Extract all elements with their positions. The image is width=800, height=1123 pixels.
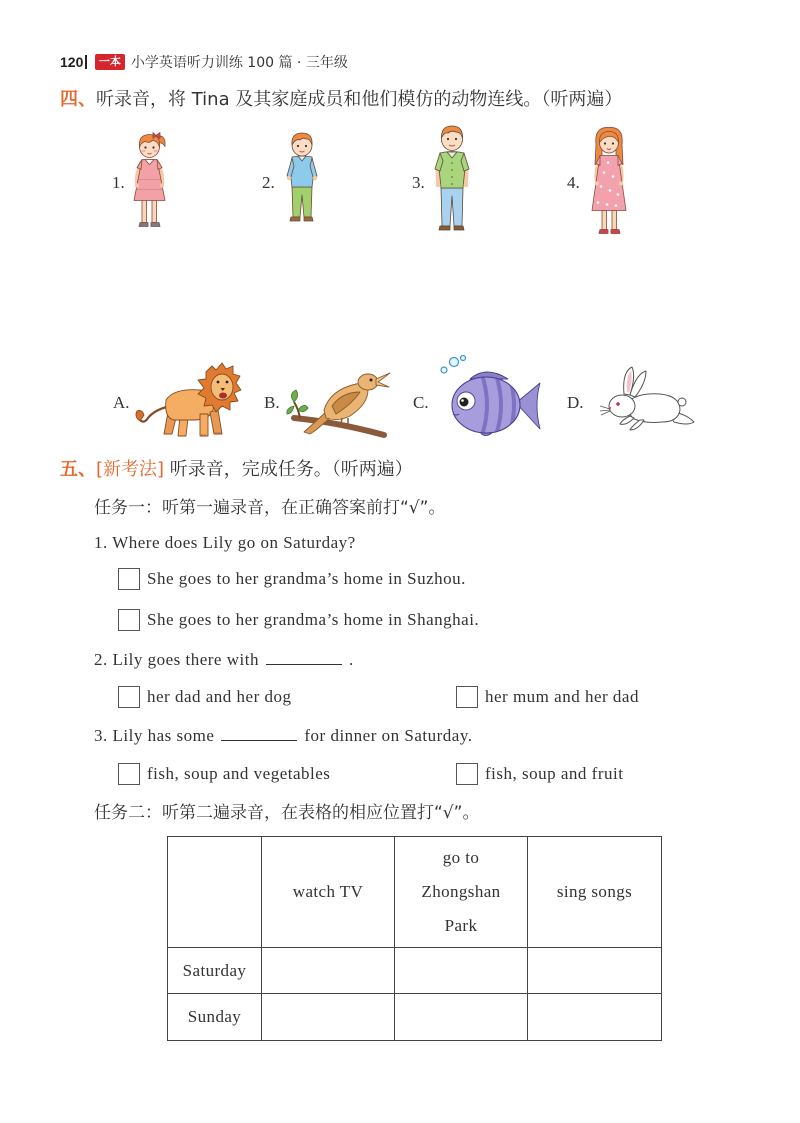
person-label-2: 2. (262, 173, 275, 192)
column-header (395, 837, 528, 948)
bird-icon[interactable] (286, 360, 394, 440)
woman-figure-icon[interactable] (586, 124, 632, 239)
section-4-heading (60, 89, 622, 111)
new-format-tag: [新考法] (96, 459, 165, 480)
animal-label-d: D. (567, 393, 584, 412)
page-header (60, 53, 348, 71)
option-text: her mum and her dad (485, 687, 639, 706)
answer-cell[interactable] (395, 948, 528, 994)
question-text: . (348, 650, 354, 669)
man-figure-icon[interactable] (428, 124, 476, 236)
column-header-line: sing songs (556, 882, 633, 901)
page-number: 120 (60, 54, 84, 70)
option-text: She goes to her grandma’s home in Suzhou. (147, 569, 466, 588)
brand-badge: 一本 (95, 54, 125, 70)
answer-blank[interactable] (266, 650, 342, 665)
section-5-heading (60, 459, 413, 481)
task-1-instruction: 任务一：听第一遍录音，在正确答案前打“√”。 (94, 498, 446, 518)
animal-label-a: A. (113, 393, 130, 412)
answer-checkbox[interactable] (118, 609, 140, 631)
answer-checkbox[interactable] (118, 686, 140, 708)
header-divider (85, 55, 87, 69)
answer-cell[interactable] (395, 994, 528, 1041)
column-header-line: Zhongshan (421, 882, 501, 901)
task-2-instruction: 任务二：听第二遍录音，在表格的相应位置打“√”。 (94, 803, 480, 823)
column-header-line: go to (442, 848, 480, 867)
lion-icon[interactable] (134, 360, 242, 440)
answer-cell[interactable] (528, 948, 662, 994)
row-header: Sunday (168, 994, 262, 1041)
question-text: for dinner on Saturday. (304, 726, 473, 745)
answer-checkbox[interactable] (456, 686, 478, 708)
answer-table (167, 836, 662, 1041)
row-header: Saturday (168, 948, 262, 994)
person-label-4: 4. (567, 173, 580, 192)
section-instruction: 听录音，完成任务。（听两遍） (169, 459, 413, 480)
table-row (168, 994, 662, 1041)
question-3 (94, 726, 472, 746)
fish-icon[interactable] (434, 353, 542, 443)
answer-blank[interactable] (221, 726, 297, 741)
answer-cell[interactable] (528, 994, 662, 1041)
person-label-3: 3. (412, 173, 425, 192)
animal-label-b: B. (264, 393, 280, 412)
answer-checkbox[interactable] (456, 763, 478, 785)
book-title: 小学英语听力训练 100 篇 · 三年级 (130, 55, 348, 71)
person-label-1: 1. (112, 173, 125, 192)
table-header-row (168, 837, 662, 948)
option-text: fish, soup and fruit (485, 764, 624, 783)
table-corner-cell (168, 837, 262, 948)
table-row (168, 948, 662, 994)
question-text: 2. Lily goes there with (94, 650, 259, 669)
column-header (528, 837, 662, 948)
rabbit-icon[interactable] (596, 364, 696, 436)
girl-figure-icon[interactable] (127, 129, 173, 232)
section-instruction: 听录音，将 Tina 及其家庭成员和他们模仿的动物连线。（听两遍） (96, 89, 623, 110)
option-text: her dad and her dog (147, 687, 292, 706)
column-header (262, 837, 395, 948)
boy-figure-icon[interactable] (279, 129, 325, 229)
question-1: 1. Where does Lily go on Saturday? (94, 533, 356, 552)
section-number: 五、 (60, 459, 96, 480)
option-text: fish, soup and vegetables (147, 764, 331, 783)
section-number: 四、 (60, 89, 96, 110)
question-2 (94, 650, 354, 670)
option-text: She goes to her grandma’s home in Shanghai. (147, 610, 480, 629)
answer-checkbox[interactable] (118, 568, 140, 590)
question-text: 3. Lily has some (94, 726, 215, 745)
column-header-line: Park (444, 916, 478, 935)
answer-cell[interactable] (262, 994, 395, 1041)
animal-label-c: C. (413, 393, 429, 412)
answer-cell[interactable] (262, 948, 395, 994)
column-header-line: watch TV (292, 882, 364, 901)
answer-checkbox[interactable] (118, 763, 140, 785)
